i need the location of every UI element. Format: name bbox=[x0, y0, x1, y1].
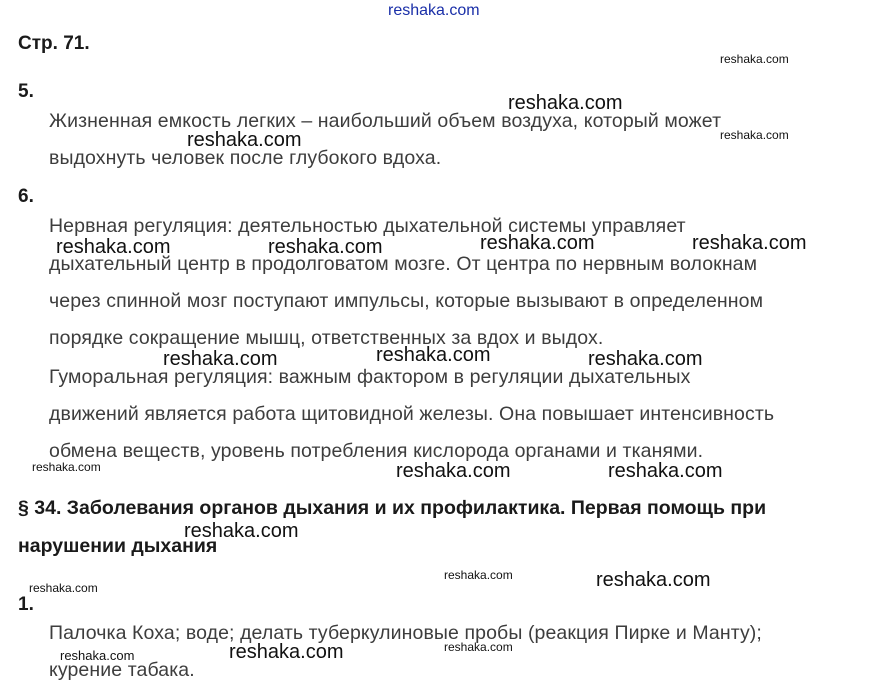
item-text-line: Палочка Коха; воде; делать туберкулиновые пробы (реакция Пирке и Манту); bbox=[49, 622, 762, 644]
watermark: reshaka.com bbox=[608, 460, 723, 482]
item-text-line: через спинной мозг поступают импульсы, которые вызывают в определенном bbox=[49, 290, 764, 312]
item-text-line: Нервная регуляция: деятельностью дыхательной системы управляет bbox=[49, 215, 686, 237]
watermark: reshaka.com bbox=[229, 641, 344, 663]
section-title-line: нарушении дыхания bbox=[18, 535, 218, 557]
watermark: reshaka.com bbox=[480, 232, 595, 254]
watermark-top: reshaka.com bbox=[388, 2, 480, 19]
watermark: reshaka.com bbox=[163, 348, 278, 370]
watermark: reshaka.com bbox=[508, 92, 623, 114]
watermark: reshaka.com bbox=[29, 581, 98, 595]
page-header: Стр. 71. bbox=[18, 33, 90, 54]
item-number: 6. bbox=[18, 186, 34, 207]
watermark: reshaka.com bbox=[187, 129, 302, 151]
watermark: reshaka.com bbox=[60, 648, 135, 663]
item-text-line: курение табака. bbox=[49, 659, 195, 681]
item-number: 5. bbox=[18, 81, 34, 102]
watermark: reshaka.com bbox=[444, 568, 513, 582]
watermark: reshaka.com bbox=[184, 520, 299, 542]
item-text-line: Гуморальная регуляция: важным фактором в регуляции дыхательных bbox=[49, 366, 691, 388]
item-text-line: Жизненная емкость легких – наибольший объем воздуха, который может bbox=[49, 110, 722, 132]
watermark: reshaka.com bbox=[396, 460, 511, 482]
watermark: reshaka.com bbox=[720, 128, 789, 142]
watermark: reshaka.com bbox=[588, 348, 703, 370]
item-text-line: выдохнуть человек после глубокого вдоха. bbox=[49, 147, 442, 169]
watermark: reshaka.com bbox=[32, 460, 101, 474]
item-number: 1. bbox=[18, 594, 34, 615]
item-text-line: обмена веществ, уровень потребления кислорода органами и тканями. bbox=[49, 440, 704, 462]
item-text-line: порядке сокращение мышц, ответственных за вдох и выдох. bbox=[49, 327, 604, 349]
item-text-line: дыхательный центр в продолговатом мозге. От центра по нервным волокнам bbox=[49, 253, 758, 275]
section-title-line: § 34. Заболевания органов дыхания и их профилактика. Первая помощь при bbox=[18, 497, 767, 519]
watermark: reshaka.com bbox=[268, 236, 383, 258]
watermark: reshaka.com bbox=[692, 232, 807, 254]
watermark: reshaka.com bbox=[444, 640, 513, 654]
watermark: reshaka.com bbox=[376, 344, 491, 366]
watermark: reshaka.com bbox=[596, 569, 711, 591]
watermark: reshaka.com bbox=[56, 236, 171, 258]
item-text-line: движений является работа щитовидной железы. Она повышает интенсивность bbox=[49, 403, 775, 425]
watermark: reshaka.com bbox=[720, 52, 789, 66]
